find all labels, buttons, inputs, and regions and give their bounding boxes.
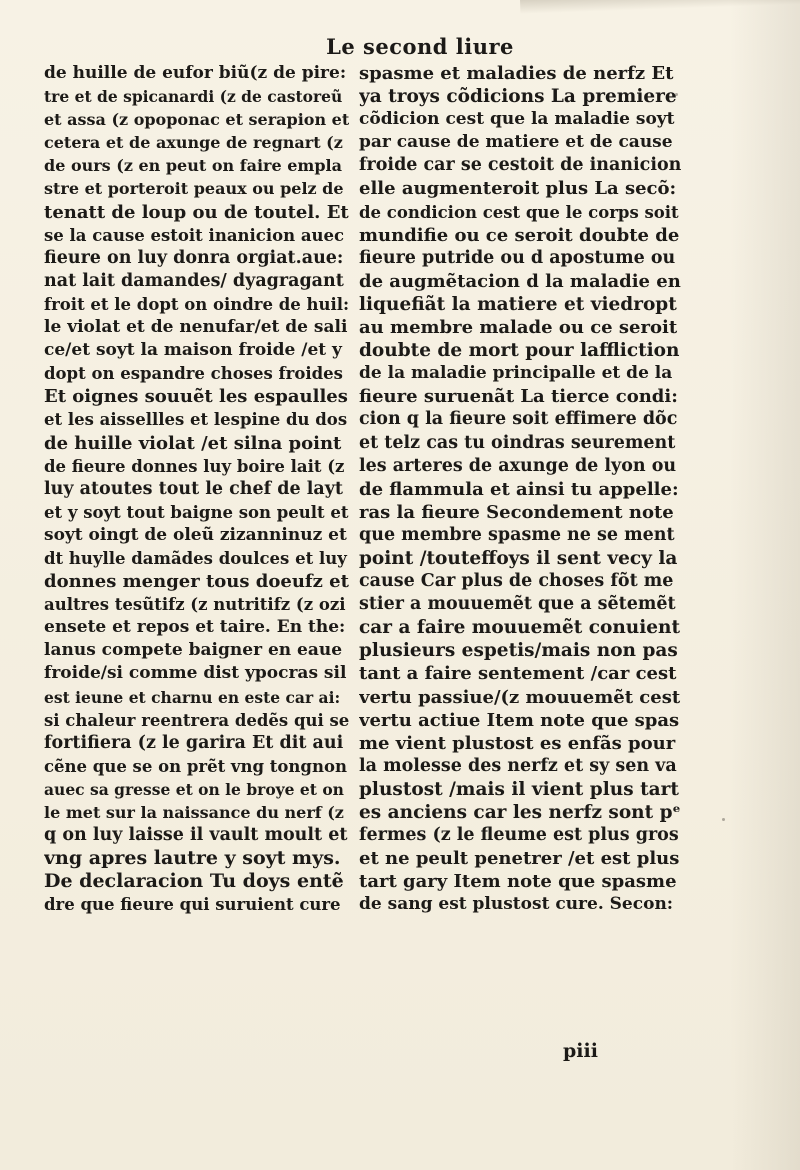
right-text-column (359, 62, 681, 916)
right-column-line: cause Car plus de choses fõt me (359, 571, 674, 592)
ink-speck (675, 93, 678, 96)
left-column-line: tenatt de loup ou de toutel. Et (44, 201, 349, 223)
left-column-line: de huille violat /et silna point (44, 432, 342, 454)
left-column-line: dt huylle damãdes doulces et luy (44, 548, 347, 568)
left-column-line: dopt on espandre choses froides (44, 364, 343, 384)
right-column-line: me vient plustost es enfãs pour (359, 732, 676, 754)
right-column-line: car a faire mouuemẽt conuient (359, 617, 681, 639)
left-column-line: si chaleur reentrera dedẽs qui se (44, 710, 349, 730)
left-column-line: de fieure donnes luy boire lait (z (44, 456, 345, 476)
right-column-line: plustost /mais il vient plus tart (359, 778, 679, 800)
right-column-line: elle augmenteroit plus La secõ: (359, 178, 677, 200)
left-column-line: tre et de spicanardi (z de castoreũ (44, 87, 343, 107)
right-column-line: spasme et maladies de nerfz Et (359, 63, 674, 84)
right-column-line: es anciens car les nerfz sont pᵉ (359, 802, 681, 823)
left-column-line: se la cause estoit inanicion auec (44, 225, 345, 245)
left-column-line: luy atoutes tout le chef de layt (44, 478, 343, 499)
right-column-line: de augmẽtacion d la maladie en (359, 270, 681, 292)
ink-speck (722, 818, 725, 821)
left-column-line: ensete et repos et taire. En the: (44, 617, 346, 638)
right-column-line: stier a mouuemẽt que a sẽtemẽt (359, 594, 676, 615)
left-column-line: nat lait damandes/ dyagragant (44, 270, 344, 291)
right-column-line: vertu actiue Item note que spas (359, 709, 680, 731)
left-column-line: froit et le dopt on oindre de huil: (44, 294, 349, 314)
right-column-line: tart gary Item note que spasme (359, 871, 677, 893)
right-column-line: tant a faire sentement /car cest (359, 663, 677, 685)
right-column-line: par cause de matiere et de cause (359, 132, 673, 153)
right-column-line: et ne peult penetrer /et est plus (359, 848, 680, 870)
left-column-line: fortifiera (z le garira Et dit aui (44, 732, 344, 753)
left-column-line: auec sa gresse et on le broye et on (44, 779, 344, 799)
right-column-line: de la maladie principalle et de la (359, 363, 673, 384)
left-column-line: et y soyt tout baigne son peult et (44, 502, 349, 522)
left-column-line: est ieune et charnu en este car ai: (44, 687, 341, 707)
left-column-line: donnes menger tous doeufz et (44, 571, 349, 593)
right-column-line: et telz cas tu oindras seurement (359, 432, 676, 453)
left-column-line: le met sur la naissance du nerf (z (44, 803, 344, 822)
right-column-line: plusieurs espetis/mais non pas (359, 640, 678, 662)
left-column-line: fieure on luy donra orgiat.aue: (44, 247, 344, 268)
right-column-line: cion q la fieure soit effimere dõc (359, 409, 678, 430)
left-column-line: vng apres lautre y soyt mys. (44, 847, 341, 870)
left-column-line: aultres tesũtifz (z nutritifz (z ozi (44, 595, 346, 615)
right-column-line: de condicion cest que le corps soit (359, 202, 679, 222)
left-column-line: stre et porteroit peaux ou pelz de (44, 179, 344, 199)
left-column-line: De declaracion Tu doys entẽ (44, 870, 344, 893)
right-column-line: vertu passiue/(z mouuemẽt cest (359, 686, 681, 708)
right-column-line: que membre spasme ne se ment (359, 524, 675, 545)
running-header (0, 34, 800, 59)
left-column-line: et assa (z opoponac et serapion et (44, 110, 349, 130)
left-column-line: dre que fieure qui suruient cure (44, 895, 341, 915)
left-column-line: cetera et de axunge de regnart (z (44, 133, 343, 153)
right-column-line: la molesse des nerfz et sy sen va (359, 755, 677, 776)
right-column-line: au membre malade ou ce seroit (359, 317, 678, 339)
right-column-line: de sang est plustost cure. Secon: (359, 894, 674, 915)
right-column-line: de flammula et ainsi tu appelle: (359, 478, 679, 500)
right-column-line: ras la fieure Secondement note (359, 501, 674, 523)
left-column-line: de ours (z en peut on faire empla (44, 156, 342, 176)
left-column-line: le violat et de nenufar/et de sali (44, 317, 348, 338)
left-column-line: et les aissellles et lespine du dos (44, 410, 348, 430)
left-column-line: ce/et soyt la maison froide /et y (44, 340, 342, 361)
right-column-line: doubte de mort pour laffliction (359, 340, 680, 362)
left-column-line: q on luy laisse il vault moult et (44, 825, 348, 846)
left-text-column (44, 62, 349, 916)
right-column-line: froide car se cestoit de inanicion (359, 155, 681, 176)
right-column-line: fieure suruenãt La tierce condi: (359, 386, 678, 408)
page-edge-tape (520, 0, 800, 14)
right-column-line: ya troys cõdicions La premiere (359, 86, 677, 108)
left-column-line: Et oignes souuẽt les espaulles (44, 386, 348, 408)
right-column-line: les arteres de axunge de lyon ou (359, 455, 677, 476)
signature-mark: piii (563, 1040, 598, 1062)
left-column-line: lanus compete baigner en eaue (44, 640, 343, 661)
left-column-line: de huille de eufor biũ(z de pire: (44, 63, 347, 83)
right-column-line: liquefiãt la matiere et viedropt (359, 293, 677, 315)
left-column-line: cẽne que se on prẽt vng tongnon (44, 756, 347, 776)
right-column-line: mundifie ou ce seroit doubte de (359, 224, 680, 246)
right-column-line: fieure putride ou d apostume ou (359, 247, 676, 268)
right-column-line: cõdicion cest que la maladie soyt (359, 109, 675, 130)
right-column-line: fermes (z le fleume est plus gros (359, 825, 679, 846)
page-edge-shadow (730, 0, 800, 1170)
running-title: Le second liure (326, 34, 514, 59)
left-column-line: soyt oingt de oleũ zizanninuz et (44, 524, 347, 545)
left-column-line: froide/si comme dist ypocras sil (44, 663, 347, 684)
right-column-line: point /touteffoys il sent vecy la (359, 547, 678, 569)
